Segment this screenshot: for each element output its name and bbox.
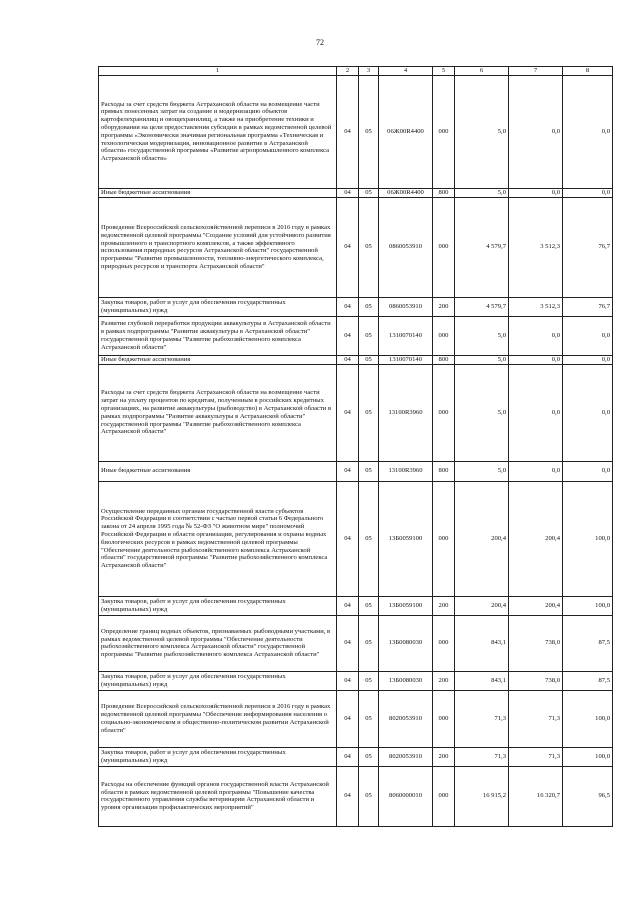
row-section-code: 04 bbox=[337, 355, 359, 364]
row-target-article: 13100R3960 bbox=[379, 461, 433, 481]
row-executed-amount: 0,0 bbox=[509, 75, 563, 188]
row-subsection-code: 05 bbox=[359, 615, 379, 671]
row-planned-amount: 71,3 bbox=[455, 690, 509, 747]
col-header: 1 bbox=[99, 67, 337, 76]
row-executed-amount: 0,0 bbox=[509, 461, 563, 481]
row-expense-type: 200 bbox=[433, 671, 455, 690]
row-execution-percent: 0,0 bbox=[563, 316, 613, 355]
table-row bbox=[99, 461, 613, 481]
row-planned-amount: 5,0 bbox=[455, 461, 509, 481]
col-header: 2 bbox=[337, 67, 359, 76]
row-subsection-code: 05 bbox=[359, 188, 379, 197]
row-expense-type: 200 bbox=[433, 596, 455, 615]
table-row bbox=[99, 690, 613, 747]
row-section-code: 04 bbox=[337, 364, 359, 461]
row-expense-type: 000 bbox=[433, 766, 455, 826]
row-subsection-code: 05 bbox=[359, 747, 379, 766]
row-section-code: 04 bbox=[337, 461, 359, 481]
row-execution-percent: 0,0 bbox=[563, 188, 613, 197]
row-executed-amount: 738,0 bbox=[509, 671, 563, 690]
row-expense-type: 000 bbox=[433, 690, 455, 747]
budget-table bbox=[98, 66, 613, 827]
row-execution-percent: 87,5 bbox=[563, 671, 613, 690]
row-section-code: 04 bbox=[337, 615, 359, 671]
row-expense-type: 800 bbox=[433, 461, 455, 481]
row-executed-amount: 3 512,3 bbox=[509, 297, 563, 316]
row-section-code: 04 bbox=[337, 690, 359, 747]
row-planned-amount: 16 915,2 bbox=[455, 766, 509, 826]
row-subsection-code: 05 bbox=[359, 766, 379, 826]
header-row bbox=[99, 67, 613, 76]
row-description: Иные бюджетные ассигнования bbox=[99, 188, 337, 197]
row-execution-percent: 76,7 bbox=[563, 197, 613, 297]
row-section-code: 04 bbox=[337, 188, 359, 197]
table-row bbox=[99, 364, 613, 461]
row-subsection-code: 05 bbox=[359, 355, 379, 364]
row-planned-amount: 5,0 bbox=[455, 364, 509, 461]
row-section-code: 04 bbox=[337, 197, 359, 297]
row-planned-amount: 200,4 bbox=[455, 596, 509, 615]
row-planned-amount: 843,1 bbox=[455, 615, 509, 671]
table-row bbox=[99, 355, 613, 364]
row-executed-amount: 200,4 bbox=[509, 596, 563, 615]
table-row bbox=[99, 297, 613, 316]
row-expense-type: 200 bbox=[433, 297, 455, 316]
row-subsection-code: 05 bbox=[359, 671, 379, 690]
row-executed-amount: 0,0 bbox=[509, 355, 563, 364]
table-row bbox=[99, 747, 613, 766]
row-execution-percent: 100,0 bbox=[563, 481, 613, 596]
row-planned-amount: 71,3 bbox=[455, 747, 509, 766]
table-row bbox=[99, 481, 613, 596]
table-row bbox=[99, 197, 613, 297]
row-target-article: 1310070140 bbox=[379, 355, 433, 364]
row-target-article: 8060000010 bbox=[379, 766, 433, 826]
row-execution-percent: 0,0 bbox=[563, 364, 613, 461]
table-row bbox=[99, 316, 613, 355]
row-target-article: 13Б0059100 bbox=[379, 481, 433, 596]
page-number: 72 bbox=[316, 38, 324, 47]
row-subsection-code: 05 bbox=[359, 690, 379, 747]
table-row bbox=[99, 596, 613, 615]
row-target-article: 0860053910 bbox=[379, 297, 433, 316]
row-section-code: 04 bbox=[337, 596, 359, 615]
row-description: Расходы за счет средств бюджета Астраханской области на возмещение части прямых понесенных затрат на создание и модернизацию объектов картофелехранилищ и овощехранилищ, а также на приобретение техники и оборудования на цели предоставления субсидии в рамках ведомственной целевой программы «Экономически значимая региональная программа «Техническая и технологическая модернизация, инновационное развитие в Астраханской области» государственной программы «Развитие агропромышленного комплекса Астраханской области» bbox=[99, 75, 337, 188]
row-expense-type: 800 bbox=[433, 355, 455, 364]
row-target-article: 0860053910 bbox=[379, 197, 433, 297]
col-header: 7 bbox=[509, 67, 563, 76]
row-planned-amount: 5,0 bbox=[455, 188, 509, 197]
row-planned-amount: 5,0 bbox=[455, 316, 509, 355]
col-header: 8 bbox=[563, 67, 613, 76]
row-expense-type: 000 bbox=[433, 197, 455, 297]
row-section-code: 04 bbox=[337, 766, 359, 826]
row-target-article: 13Б0059100 bbox=[379, 596, 433, 615]
row-executed-amount: 71,3 bbox=[509, 747, 563, 766]
row-planned-amount: 5,0 bbox=[455, 355, 509, 364]
row-executed-amount: 200,4 bbox=[509, 481, 563, 596]
row-planned-amount: 4 579,7 bbox=[455, 297, 509, 316]
row-section-code: 04 bbox=[337, 481, 359, 596]
row-description: Расходы на обеспечение функций органов государственной власти Астраханской области в рамках ведомственной целевой программы "Повышение качества государственного управления службы ветеринарии Астраханской области и уровня организации профилактических мероприятий" bbox=[99, 766, 337, 826]
row-planned-amount: 200,4 bbox=[455, 481, 509, 596]
row-target-article: 1310070140 bbox=[379, 316, 433, 355]
row-execution-percent: 100,0 bbox=[563, 690, 613, 747]
table-row bbox=[99, 766, 613, 826]
row-expense-type: 800 bbox=[433, 188, 455, 197]
row-executed-amount: 0,0 bbox=[509, 316, 563, 355]
row-description: Проведение Всероссийской сельскохозяйственной переписи в 2016 году в рамках ведомственной целевой программы "Обеспечение информирования населения о социально-экономическом и общественно-политическом развитии Астраханской области" bbox=[99, 690, 337, 747]
row-description: Закупка товаров, работ и услуг для обеспечения государственных (муниципальных) нужд bbox=[99, 747, 337, 766]
row-execution-percent: 0,0 bbox=[563, 461, 613, 481]
row-subsection-code: 05 bbox=[359, 297, 379, 316]
col-header: 6 bbox=[455, 67, 509, 76]
row-target-article: 13Б0080030 bbox=[379, 671, 433, 690]
row-description: Расходы за счет средств бюджета Астраханской области на возмещение части затрат на уплату процентов по кредитам, полученным в российских кредитных организациях, на развитие аквакультуры (рыбоводство) в Астраханской области в рамках подпрограммы "Развитие аквакультуры в Астраханской области" государственной программы "Развитие рыбохозяйственного комплекса Астраханской области" bbox=[99, 364, 337, 461]
table-row bbox=[99, 615, 613, 671]
row-section-code: 04 bbox=[337, 316, 359, 355]
col-header: 4 bbox=[379, 67, 433, 76]
row-subsection-code: 05 bbox=[359, 481, 379, 596]
row-expense-type: 000 bbox=[433, 364, 455, 461]
row-description: Закупка товаров, работ и услуг для обеспечения государственных (муниципальных) нужд bbox=[99, 671, 337, 690]
row-expense-type: 000 bbox=[433, 615, 455, 671]
row-description: Закупка товаров, работ и услуг для обеспечения государственных (муниципальных) нужд bbox=[99, 596, 337, 615]
row-section-code: 04 bbox=[337, 747, 359, 766]
row-executed-amount: 71,3 bbox=[509, 690, 563, 747]
row-execution-percent: 0,0 bbox=[563, 75, 613, 188]
row-expense-type: 000 bbox=[433, 481, 455, 596]
row-planned-amount: 5,0 bbox=[455, 75, 509, 188]
row-expense-type: 000 bbox=[433, 316, 455, 355]
row-description: Иные бюджетные ассигнования bbox=[99, 461, 337, 481]
col-header: 3 bbox=[359, 67, 379, 76]
row-target-article: 8020053910 bbox=[379, 690, 433, 747]
row-execution-percent: 96,5 bbox=[563, 766, 613, 826]
row-description: Проведение Всероссийской сельскохозяйственной переписи в 2016 году в рамках ведомственной целевой программы "Создание условий для устойчивого развития промышленного и транспортного комплексов, а также эффективного использования природных ресурсов Астраханской области" государственной программы "Развитие промышленности, топливно-энергетического комплекса, природных ресурсов и транспорта Астраханской области" bbox=[99, 197, 337, 297]
row-planned-amount: 4 579,7 bbox=[455, 197, 509, 297]
row-section-code: 04 bbox=[337, 297, 359, 316]
row-execution-percent: 100,0 bbox=[563, 596, 613, 615]
row-executed-amount: 3 512,3 bbox=[509, 197, 563, 297]
row-description: Определение границ водных объектов, признаваемых рыбоводными участками, в рамках ведомственной целевой программы "Обеспечение деятельности рыбохозяйственного комплекса Астраханской области" государственной программы "Развитие рыбохозяйственного комплекса Астраханской области" bbox=[99, 615, 337, 671]
row-execution-percent: 76,7 bbox=[563, 297, 613, 316]
table-row bbox=[99, 75, 613, 188]
table-row bbox=[99, 671, 613, 690]
row-subsection-code: 05 bbox=[359, 461, 379, 481]
row-subsection-code: 05 bbox=[359, 596, 379, 615]
row-subsection-code: 05 bbox=[359, 316, 379, 355]
row-target-article: 06Ж00R4400 bbox=[379, 188, 433, 197]
row-executed-amount: 0,0 bbox=[509, 364, 563, 461]
row-target-article: 06Ж00R4400 bbox=[379, 75, 433, 188]
row-expense-type: 200 bbox=[433, 747, 455, 766]
row-section-code: 04 bbox=[337, 75, 359, 188]
row-target-article: 13Б0080030 bbox=[379, 615, 433, 671]
row-execution-percent: 0,0 bbox=[563, 355, 613, 364]
row-description: Закупка товаров, работ и услуг для обеспечения государственных (муниципальных) нужд bbox=[99, 297, 337, 316]
row-execution-percent: 87,5 bbox=[563, 615, 613, 671]
row-subsection-code: 05 bbox=[359, 364, 379, 461]
row-description: Развитие глубокой переработки продукции аквакультуры в Астраханской области в рамках подпрограммы "Развитие аквакультуры в Астраханской области" государственной программы "Развитие рыбохозяйственного комплекса Астраханской области" bbox=[99, 316, 337, 355]
row-executed-amount: 738,0 bbox=[509, 615, 563, 671]
row-subsection-code: 05 bbox=[359, 75, 379, 188]
row-target-article: 13100R3960 bbox=[379, 364, 433, 461]
table-row bbox=[99, 188, 613, 197]
row-subsection-code: 05 bbox=[359, 197, 379, 297]
row-planned-amount: 843,1 bbox=[455, 671, 509, 690]
col-header: 5 bbox=[433, 67, 455, 76]
row-execution-percent: 100,0 bbox=[563, 747, 613, 766]
row-description: Иные бюджетные ассигнования bbox=[99, 355, 337, 364]
row-description: Осуществление переданных органам государственной власти субъектов Российской Федерации в соответствии с частью первой статьи 6 Федерального закона от 24 апреля 1995 года № 52-ФЗ "О животном мире" полномочий Российской Федерации в области организации, регулирования и охраны водных биологических ресурсов в рамках ведомственной целевой программы "Обеспечение деятельности рыбохозяйственного комплекса Астраханской области" государственной программы "Развитие рыбохозяйственного комплекса Астраханской области" bbox=[99, 481, 337, 596]
row-executed-amount: 0,0 bbox=[509, 188, 563, 197]
row-expense-type: 000 bbox=[433, 75, 455, 188]
row-section-code: 04 bbox=[337, 671, 359, 690]
row-executed-amount: 16 320,7 bbox=[509, 766, 563, 826]
row-target-article: 8020053910 bbox=[379, 747, 433, 766]
